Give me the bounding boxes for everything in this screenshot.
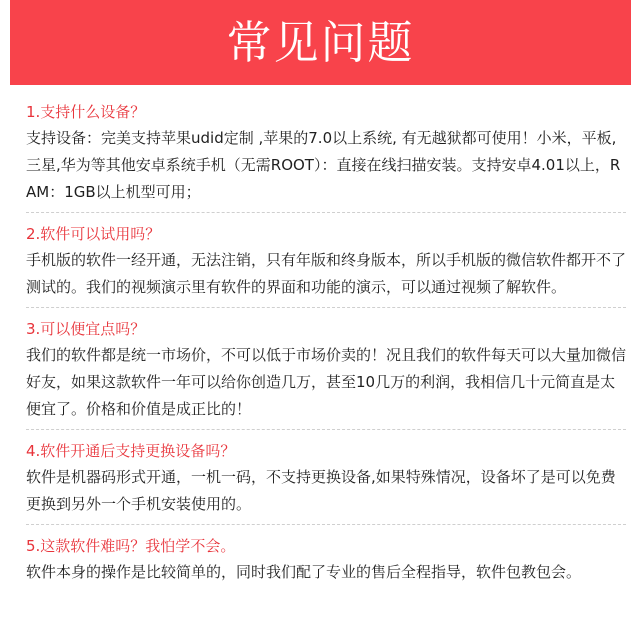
faq-item bbox=[26, 222, 626, 308]
faq-answer: 软件本身的操作是比较简单的，同时我们配了专业的售后全程指导，软件包教包会。 bbox=[26, 563, 582, 581]
faq-question: 3.可以便宜点吗？ bbox=[26, 320, 146, 338]
faq-item bbox=[26, 439, 626, 525]
header-banner bbox=[10, 0, 631, 85]
faq-answer: 软件是机器码形式开通，一机一码，不支持更换设备,如果特殊情况，设备坏了是可以免费更换到另外一个手机安装使用的。 bbox=[26, 468, 616, 513]
page-title: 常见问题 bbox=[226, 16, 415, 69]
faq-question: 1.支持什么设备？ bbox=[26, 103, 146, 121]
faq-answer: 我们的软件都是统一市场价，不可以低于市场价卖的！况且我们的软件每天可以大量加微信好友，如果这款软件一年可以给你创造几万，甚至10几万的利润，我相信几十元简直是太便宜了。价格和价值是成正比的！ bbox=[26, 346, 627, 418]
faq-question: 5.这款软件难吗？我怕学不会。 bbox=[26, 537, 236, 555]
faq-question: 2.软件可以试用吗？ bbox=[26, 225, 161, 243]
faq-answer: 手机版的软件一经开通，无法注销，只有年版和终身版本，所以手机版的微信软件都开不了测试的。我们的视频演示里有软件的界面和功能的演示，可以通过视频了解软件。 bbox=[26, 251, 627, 296]
faq-item bbox=[26, 534, 626, 592]
faq-question: 4.软件开通后支持更换设备吗？ bbox=[26, 442, 236, 460]
faq-item bbox=[26, 100, 626, 213]
faq-answer: 支持设备：完美支持苹果udid定制 ,苹果的7.0以上系统, 有无越狱都可使用！小米，平板,三星,华为等其他安卓系统手机（无需ROOT）：直接在线扫描安装。支持安卓4.01以上，RAM：1GB以上机型可用； bbox=[26, 129, 621, 201]
faq-item bbox=[26, 317, 626, 430]
faq-list bbox=[26, 100, 626, 601]
